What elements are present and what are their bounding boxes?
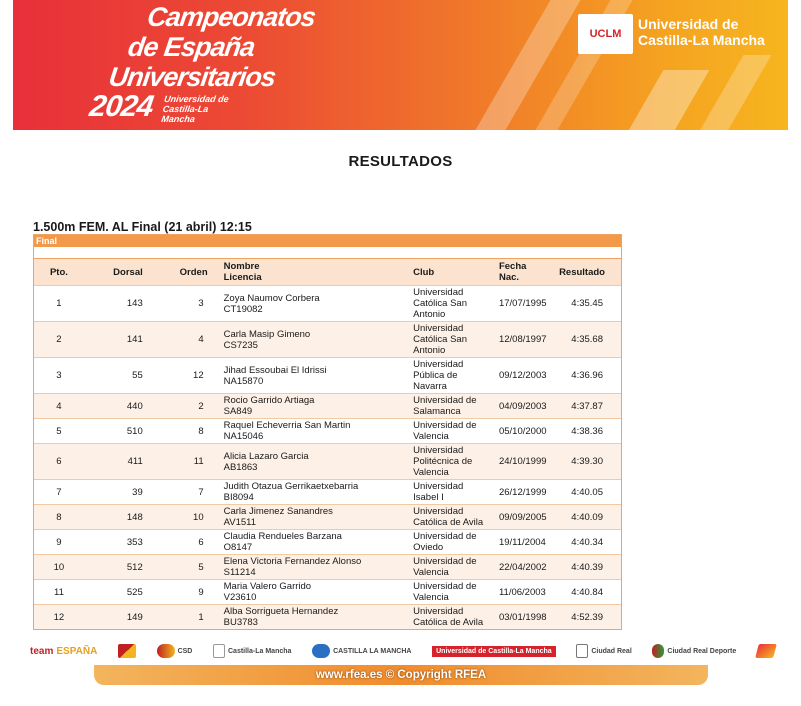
cell-orden: 7: [151, 480, 220, 505]
cell-pto: 1: [34, 286, 84, 322]
cell-pto: 6: [34, 444, 84, 480]
cell-club: Universidad de Salamanca: [409, 394, 495, 419]
cell-orden: 2: [151, 394, 220, 419]
athlete-name: Raquel Echeverria San Martin: [223, 420, 351, 431]
cell-result: 4:40.39: [551, 555, 621, 580]
cell-club: Universidad Católica San Antonio: [409, 322, 495, 358]
cell-birthdate: 26/12/1999: [495, 480, 551, 505]
cell-athlete: [220, 322, 409, 358]
cell-athlete: [220, 286, 409, 322]
cell-club: Universidad Isabel I: [409, 480, 495, 505]
cell-athlete: [220, 394, 409, 419]
cell-birthdate: 09/12/2003: [495, 358, 551, 394]
cell-athlete: [220, 555, 409, 580]
cell-club: Universidad de Oviedo: [409, 530, 495, 555]
athlete-license: BI8094: [223, 492, 254, 503]
athlete-license: O8147: [223, 542, 253, 553]
cell-athlete: [220, 505, 409, 530]
castilla-sport-label: CASTILLA LA MANCHA: [333, 647, 412, 655]
page-title: RESULTADOS: [348, 153, 453, 170]
event-host: Universidad de Castilla-La Mancha: [160, 93, 230, 124]
event-logo: [82, 2, 339, 124]
phase-label: Final: [34, 235, 621, 247]
column-header-fecha: [495, 259, 551, 286]
castilla-label: Castilla-La Mancha: [228, 647, 292, 655]
footer-copyright: www.rfea.es © Copyright RFEA: [94, 665, 708, 685]
column-header-nombre-label: Nombre: [223, 261, 260, 272]
table-row: [34, 530, 621, 555]
cell-athlete: [220, 480, 409, 505]
athlete-license: NA15046: [223, 431, 264, 442]
cell-dorsal: 440: [84, 394, 151, 419]
cell-club: Universidad Católica San Antonio: [409, 286, 495, 322]
header-banner: [13, 0, 788, 130]
event-line-1: Campeonatos: [145, 2, 318, 32]
cell-birthdate: 09/09/2005: [495, 505, 551, 530]
cell-result: 4:40.84: [551, 580, 621, 605]
cell-pto: 11: [34, 580, 84, 605]
cell-dorsal: 510: [84, 419, 151, 444]
cell-result: 4:40.09: [551, 505, 621, 530]
ciudad-real-deporte-icon: [652, 644, 664, 658]
results-table: [33, 234, 622, 630]
cell-athlete: [220, 419, 409, 444]
cell-pto: 9: [34, 530, 84, 555]
athlete-license: SA849: [223, 406, 253, 417]
cell-orden: 8: [151, 419, 220, 444]
csd-label: CSD: [177, 647, 193, 655]
table-row: [34, 605, 621, 630]
cell-pto: 5: [34, 419, 84, 444]
table-row: [34, 555, 621, 580]
event-line-3: Universitarios: [106, 62, 278, 92]
cell-result: 4:36.96: [551, 358, 621, 394]
uclm-banner-label: Universidad de Castilla-La Mancha: [436, 647, 552, 655]
cell-dorsal: 512: [84, 555, 151, 580]
cell-birthdate: 19/11/2004: [495, 530, 551, 555]
athlete-name: Claudia Rendueles Barzana: [223, 531, 342, 542]
cell-birthdate: 03/01/1998: [495, 605, 551, 630]
athlete-name: Jihad Essoubai El Idrissi: [223, 364, 327, 376]
column-header-pto: Pto.: [49, 266, 68, 278]
athlete-license: S11214: [223, 567, 256, 578]
cell-athlete: [220, 444, 409, 480]
ciudad-real-label: Ciudad Real: [591, 647, 632, 655]
cell-result: 4:40.05: [551, 480, 621, 505]
table-row: [34, 480, 621, 505]
table-row: [34, 358, 621, 394]
cell-athlete: [220, 605, 409, 630]
cell-birthdate: 11/06/2003: [495, 580, 551, 605]
table-row: [34, 505, 621, 530]
event-line-2: de España: [126, 32, 257, 62]
cell-orden: 11: [151, 444, 220, 480]
cell-result: 4:39.30: [551, 444, 621, 480]
athlete-name: Alicia Lazaro Garcia: [223, 450, 309, 462]
event-year: 2024: [87, 90, 155, 123]
cell-birthdate: 24/10/1999: [495, 444, 551, 480]
castilla-shield-icon: [213, 644, 225, 658]
cell-club: Universidad de Valencia: [409, 580, 495, 605]
team-espana-b: ESPAÑA: [56, 645, 98, 657]
cell-dorsal: 39: [84, 480, 151, 505]
cell-pto: 7: [34, 480, 84, 505]
cell-birthdate: 04/09/2003: [495, 394, 551, 419]
cell-dorsal: 143: [84, 286, 151, 322]
athlete-name: Elena Victoria Fernandez Alonso: [223, 556, 362, 567]
table-spacer: [34, 247, 621, 259]
cell-athlete: [220, 580, 409, 605]
athlete-name: Maria Valero Garrido: [223, 581, 312, 592]
table-row: [34, 286, 621, 322]
table-row: [34, 444, 621, 480]
cell-orden: 1: [151, 605, 220, 630]
banner-stripe: [583, 70, 710, 130]
column-header-dorsal: Dorsal: [113, 266, 143, 278]
cell-result: 4:35.45: [551, 286, 621, 322]
castilla-sport-logo: [312, 644, 411, 658]
column-header-nac-label: Nac.: [498, 272, 520, 283]
cell-birthdate: 12/08/1997: [495, 322, 551, 358]
athlete-name: Zoya Naumov Corbera: [223, 292, 320, 304]
cell-club: Universidad de Valencia: [409, 419, 495, 444]
cell-orden: 10: [151, 505, 220, 530]
column-header-club: Club: [413, 266, 435, 278]
table-row: [34, 419, 621, 444]
results-body: [34, 286, 621, 630]
cell-orden: 9: [151, 580, 220, 605]
column-header-fecha-label: Fecha: [498, 261, 527, 272]
cell-pto: 12: [34, 605, 84, 630]
uclm-logo: [578, 14, 633, 54]
athlete-license: CT19082: [223, 303, 263, 315]
athlete-name: Judith Otazua Gerrikaetxebarria: [223, 481, 359, 492]
university-line-2: Castilla-La Mancha: [638, 32, 765, 48]
column-header-licencia-label: Licencia: [223, 272, 262, 283]
castilla-la-mancha-logo: [213, 644, 291, 658]
cell-pto: 4: [34, 394, 84, 419]
runner-icon: [312, 644, 330, 658]
cell-athlete: [220, 530, 409, 555]
uclm-logo-text: UCLM: [589, 28, 622, 40]
athlete-name: Carla Jimenez Sanandres: [223, 506, 333, 517]
cell-pto: 10: [34, 555, 84, 580]
athlete-license: AV1511: [223, 517, 257, 528]
cell-result: 4:35.68: [551, 322, 621, 358]
ciudad-real-logo: [576, 644, 631, 658]
cell-orden: 6: [151, 530, 220, 555]
event-title: 1.500m FEM. AL Final (21 abril) 12:15: [33, 220, 252, 234]
column-header-nombre: [220, 259, 409, 286]
athlete-name: Carla Masip Gimeno: [223, 328, 311, 340]
cell-orden: 4: [151, 322, 220, 358]
csd-logo: [157, 644, 193, 658]
cell-pto: 8: [34, 505, 84, 530]
university-line-1: Universidad de: [638, 16, 739, 32]
cell-club: Universidad Católica de Avila: [409, 505, 495, 530]
cell-result: 4:38.36: [551, 419, 621, 444]
team-espana-logo: [30, 646, 97, 657]
cell-club: Universidad Politécnica de Valencia: [409, 444, 495, 480]
sponsor-strip: [30, 636, 775, 666]
column-header-orden: Orden: [179, 266, 208, 278]
campeonatos-mini-logo: [757, 644, 775, 658]
cell-orden: 12: [151, 358, 220, 394]
cell-result: 4:40.34: [551, 530, 621, 555]
cell-result: 4:52.39: [551, 605, 621, 630]
cell-dorsal: 148: [84, 505, 151, 530]
athlete-license: NA15870: [223, 375, 264, 387]
table-row: [34, 394, 621, 419]
uclm-banner-logo: [432, 646, 556, 657]
athlete-license: CS7235: [223, 339, 258, 351]
table-row: [34, 580, 621, 605]
campeonatos-mark-icon: [755, 644, 777, 658]
athlete-name: Alba Sorrigueta Hernandez: [223, 606, 339, 617]
team-espana-a: team: [30, 645, 54, 657]
rfea-mark-icon: [118, 644, 136, 658]
cell-dorsal: 525: [84, 580, 151, 605]
athlete-license: BU3783: [223, 617, 258, 628]
cell-dorsal: 411: [84, 444, 151, 480]
cell-result: 4:37.87: [551, 394, 621, 419]
cell-birthdate: 22/04/2002: [495, 555, 551, 580]
athlete-name: Rocio Garrido Artiaga: [223, 395, 315, 406]
csd-mark-icon: [157, 644, 175, 658]
cell-athlete: [220, 358, 409, 394]
cell-dorsal: 353: [84, 530, 151, 555]
cell-pto: 3: [34, 358, 84, 394]
column-header-resultado: Resultado: [559, 266, 605, 278]
athlete-license: AB1863: [223, 461, 258, 473]
cell-orden: 5: [151, 555, 220, 580]
cell-pto: 2: [34, 322, 84, 358]
cell-orden: 3: [151, 286, 220, 322]
table-header-row: [34, 259, 621, 286]
cell-dorsal: 141: [84, 322, 151, 358]
cell-club: Universidad Pública de Navarra: [409, 358, 495, 394]
cell-birthdate: 17/07/1995: [495, 286, 551, 322]
cell-club: Universidad de Valencia: [409, 555, 495, 580]
rfea-logo: [118, 644, 136, 658]
ciudad-real-deporte-logo: [652, 644, 736, 658]
athlete-license: V23610: [223, 592, 257, 603]
university-name: [638, 16, 765, 48]
cell-dorsal: 149: [84, 605, 151, 630]
table-row: [34, 322, 621, 358]
ciudad-real-shield-icon: [576, 644, 588, 658]
cell-dorsal: 55: [84, 358, 151, 394]
ciudad-real-deporte-label: Ciudad Real Deporte: [667, 647, 737, 655]
cell-birthdate: 05/10/2000: [495, 419, 551, 444]
cell-club: Universidad Católica de Avila: [409, 605, 495, 630]
